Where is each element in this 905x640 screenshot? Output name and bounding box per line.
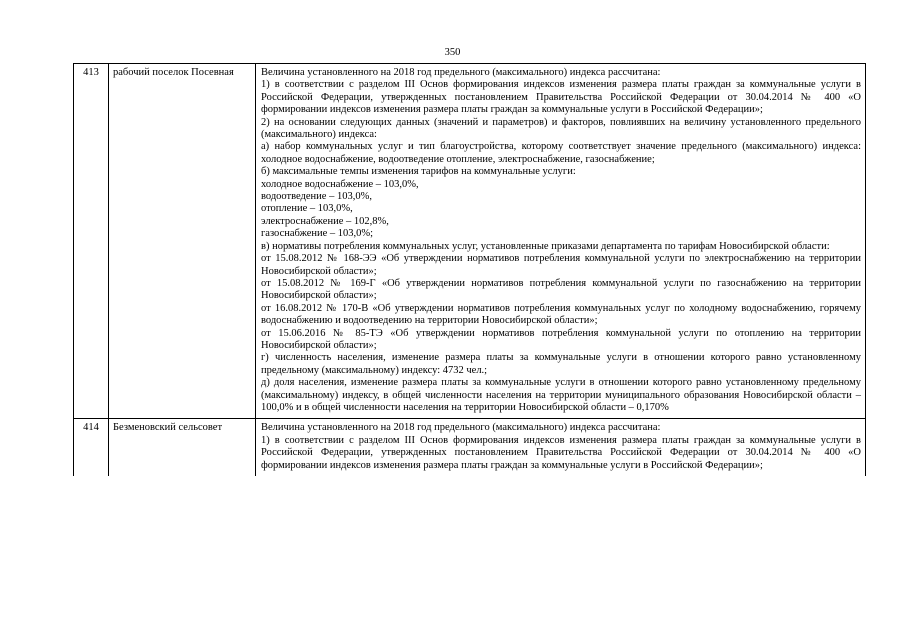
description-paragraph: д) доля населения, изменение размера платы за коммунальные услуги в отношении которого равно установленному предельному (максимальному) индексу, в общей численности населения на территории муниципального образования Новосибирской области – 100,0% и в общей численности населения на территории Новосибирской области – 0,170% [261, 377, 861, 413]
description-paragraph: от 16.08.2012 № 170-В «Об утверждении нормативов потребления коммунальных услуг по холодному водоснабжению, горячему водоснабжению и водоотведению на территории Новосибирской области»; [261, 302, 861, 327]
description-paragraph: холодное водоснабжение – 103,0%, [261, 178, 419, 190]
page-number: 350 [444, 47, 461, 58]
description-paragraph: б) максимальные темпы изменения тарифов на коммунальные услуги: [261, 166, 576, 178]
row-number: 414 [74, 419, 109, 476]
municipality-name: рабочий поселок Посевная [109, 64, 256, 419]
description-paragraph: 1) в соответствии с разделом III Основ формирования индексов изменения размера платы граждан за коммунальные услуги в Российской Федерации, утвержденных постановлением Правительства Российской Федерации от 30.04.2014 № 400 «О формировании индексов изменения размера платы граждан за коммунальные услуги в Российской Федерации»; [261, 434, 861, 471]
description-paragraph: от 15.08.2012 № 169-Г «Об утверждении нормативов потребления коммунальной услуги по газоснабжению на территории Новосибирской области»; [261, 277, 861, 302]
municipality-name: Безменовский сельсовет [109, 419, 256, 476]
description-paragraph: 1) в соответствии с разделом III Основ формирования индексов изменения размера платы граждан за коммунальные услуги в Российской Федерации, утвержденных постановлением Правительства Российской Федерации от 30.04.2014 № 400 «О формировании индексов изменения размера платы граждан за коммунальные услуги в Российской Федерации»; [261, 79, 861, 116]
row-number: 413 [74, 64, 109, 419]
description-paragraph: от 15.06.2016 № 85-ТЭ «Об утверждении нормативов потребления коммунальной услуги по отоплению на территории Новосибирской области»; [261, 327, 861, 351]
description-paragraph: электроснабжение – 102,8%, [261, 215, 389, 227]
description-paragraph: Величина установленного на 2018 год предельного (максимального) индекса рассчитана: [261, 67, 661, 78]
index-table [73, 63, 866, 476]
description-paragraph: отопление – 103,0%, [261, 203, 353, 215]
index-description [256, 64, 866, 419]
index-description [256, 419, 866, 476]
description-paragraph: Величина установленного на 2018 год предельного (максимального) индекса рассчитана: [261, 422, 661, 434]
table-row [74, 419, 866, 476]
description-paragraph: от 15.08.2012 № 168-ЭЭ «Об утверждении нормативов потребления коммунальной услуги по электроснабжению на территории Новосибирской области»; [261, 253, 861, 277]
description-paragraph: 2) на основании следующих данных (значений и параметров) и факторов, повлиявших на величину установленного предельного (максимального) индекса: [261, 116, 861, 141]
description-paragraph: в) нормативы потребления коммунальных услуг, установленные приказами департамента по тарифам Новосибирской области: [261, 240, 830, 252]
description-paragraph: а) набор коммунальных услуг и тип благоустройства, которому соответствует значение предельного (максимального) индекса: холодное водоснабжение, водоотведение отопление, электроснабжение, газоснабжение; [261, 141, 861, 165]
description-paragraph: г) численность населения, изменение размера платы за коммунальные услуги в отношении которого равно установленному предельному (максимальному) индексу: 4732 чел.; [261, 352, 861, 376]
table-row [74, 64, 866, 419]
description-paragraph: газоснабжение – 103,0%; [261, 228, 374, 240]
description-paragraph: водоотведение – 103,0%, [261, 191, 372, 203]
table-body [74, 64, 866, 477]
